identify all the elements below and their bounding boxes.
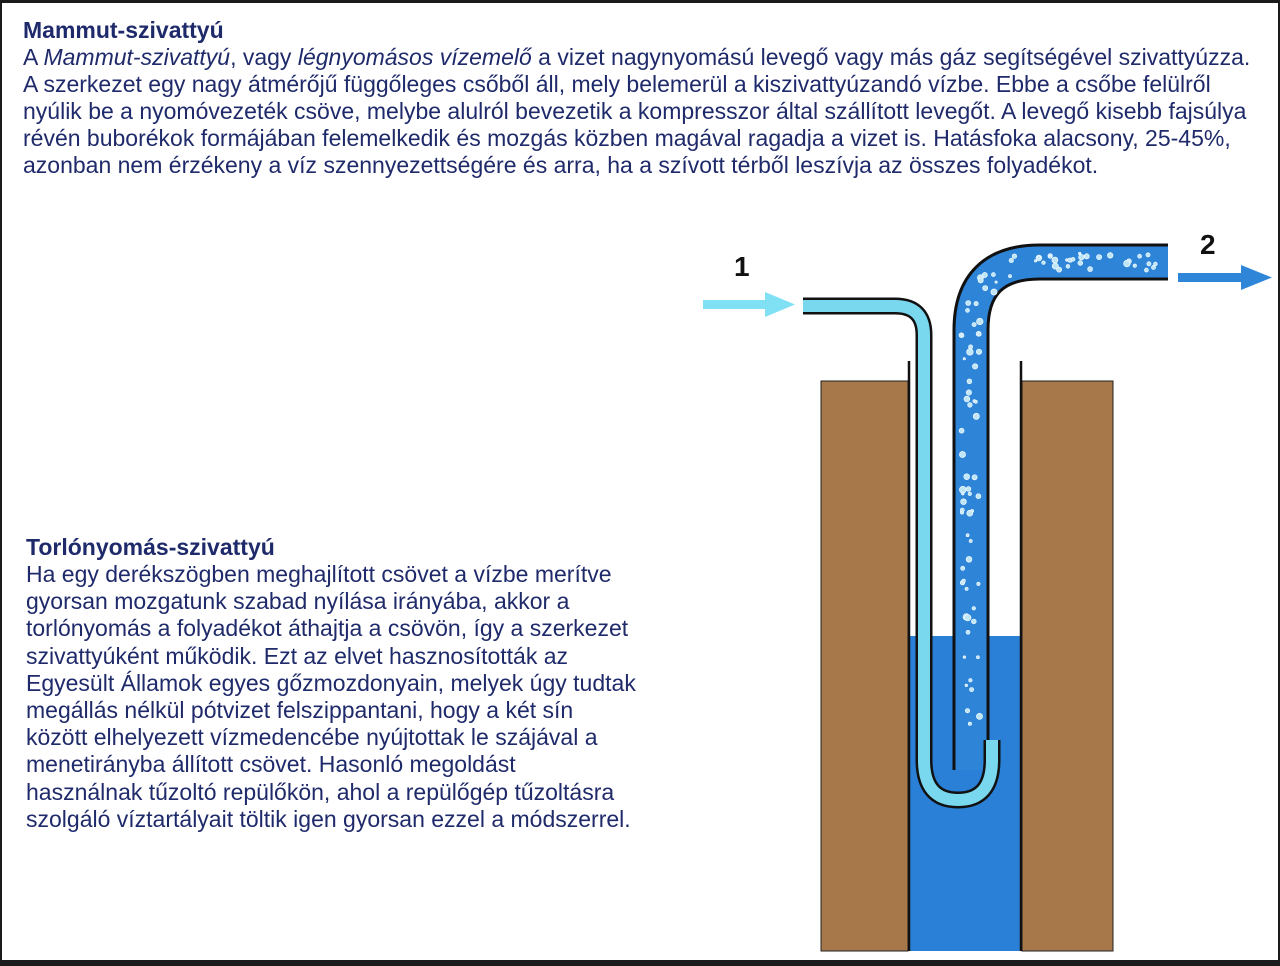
torlonyomas-description: Ha egy derékszögben meghajlított csövet a vízbe merítve gyorsan mozgatunk szabad nyílása irányába, akkor a torlónyomás a folyadékot áthajtja a csövön, így a szerkezet szivattyúként működik. Ezt az elvet hasznosították az Egyesült Államok egyes gőzmozdonyain, melyek úgy tudtak megállás nélkül pótvizet felszippantani, hogy a két sín között elhelyezett vízmedencébe nyújtottak le szájával a menetirányba állított csövet. Hasonló megoldást használnak tűzoltó repülőkön, ahol a repülőgép tűzoltásra szolgáló víztartályait töltik igen gyorsan ezzel a módszerrel.: [26, 561, 636, 832]
air-bubble: [965, 709, 969, 713]
air-bubble: [995, 281, 997, 283]
ground-left: [821, 381, 908, 951]
air-bubble: [978, 278, 983, 283]
air-bubble: [961, 334, 964, 337]
air-bubble: [1146, 253, 1150, 257]
air-bubble: [1107, 253, 1113, 259]
air-bubble: [1012, 254, 1017, 259]
air-bubble: [977, 582, 980, 585]
mammut-text-part: , vagy: [230, 44, 298, 70]
air-bubble: [1009, 258, 1013, 262]
air-bubble: [968, 722, 971, 725]
ground-right: [1022, 381, 1113, 951]
air-bubble: [959, 451, 965, 457]
mammut-title: Mammut-szivattyú: [23, 17, 224, 43]
air-bubble: [1042, 261, 1046, 265]
air-bubble: [966, 301, 971, 306]
air-bubble: [972, 323, 976, 327]
air-bubble: [1037, 256, 1040, 259]
air-bubble: [962, 579, 965, 582]
air-bubble: [1124, 260, 1131, 267]
air-bubble: [963, 656, 966, 659]
air-bubble: [1084, 254, 1089, 259]
air-bubble: [991, 273, 995, 277]
air-bubble: [965, 615, 971, 621]
air-bubble: [969, 679, 972, 682]
air-bubble: [964, 474, 970, 480]
air-bubble: [968, 403, 973, 408]
air-bubble: [966, 390, 971, 395]
air-bubble: [965, 587, 968, 590]
air-bubble: [966, 556, 972, 562]
air-bubble: [959, 428, 964, 433]
air-bubble: [1057, 267, 1062, 272]
air-bubble: [1052, 257, 1058, 263]
air-bubble: [968, 492, 972, 496]
outlet-arrow: [1178, 265, 1272, 290]
air-bubble: [965, 684, 968, 687]
air-bubble: [1088, 267, 1093, 272]
air-bubble: [973, 413, 979, 419]
mammut-text-part: A: [23, 44, 44, 70]
air-bubble: [966, 308, 970, 312]
air-bubble: [961, 499, 967, 505]
outlet-label: 2: [1200, 229, 1216, 260]
air-bubble: [1008, 275, 1011, 278]
mammut-term-italic: Mammut-szivattyú: [43, 44, 231, 70]
air-bubble: [976, 349, 981, 354]
air-bubble: [1034, 260, 1037, 263]
air-bubble: [977, 318, 984, 325]
air-bubble: [969, 345, 973, 349]
air-bubble: [974, 400, 977, 403]
air-bubble: [976, 713, 982, 719]
air-bubble: [983, 286, 988, 291]
air-bubble: [961, 566, 965, 570]
air-bubble: [972, 607, 976, 611]
air-bubble: [970, 688, 974, 692]
air-bubble: [966, 534, 969, 537]
air-bubble: [976, 656, 979, 659]
air-bubble: [963, 358, 965, 360]
air-bubble: [1049, 255, 1052, 258]
air-bubble: [1078, 261, 1083, 266]
air-bubble: [967, 379, 972, 384]
air-bubble: [966, 630, 970, 634]
air-bubble: [967, 510, 973, 516]
air-bubble: [1066, 264, 1070, 268]
mammut-text-part: a vizet nagynyomású levegő vagy más gáz segítségével szivattyúzza. A szerkezet egy nagy átmérőjű függőleges csőből áll, mely belemerül a kiszivattyúzandó vízbe. Ebbe a csőbe felülről nyúlik be a nyomóvezeték csöve, melybe alulról bevezetik a kompresszor által szállított levegőt. A levegő kisebb fajsúlya révén buborékok formájában felemelkedik és mozgás közben magával ragadja a vizet is. Hatásfoka alacsony, 25-45%, azonban nem érzékeny a víz szennyezettségére és arra, ha a szívott térből leszívja az összes folyadékot.: [23, 44, 1251, 178]
air-bubble: [969, 539, 972, 542]
air-bubble: [972, 364, 977, 369]
air-bubble: [1138, 254, 1142, 258]
air-bubble: [1154, 262, 1158, 266]
air-bubble: [972, 475, 977, 480]
air-bubble: [966, 487, 971, 492]
air-bubble: [959, 486, 966, 493]
air-bubble: [978, 333, 981, 336]
inlet-arrow: [703, 292, 795, 317]
air-bubble: [1066, 259, 1069, 262]
air-bubble: [960, 508, 964, 512]
air-bubble: [974, 301, 978, 305]
torlonyomas-title: Torlónyomás-szivattyú: [26, 534, 275, 560]
air-bubble: [1097, 255, 1102, 260]
air-bubble: [1144, 268, 1148, 272]
inlet-label: 1: [734, 251, 750, 282]
air-bubble: [1079, 254, 1085, 260]
air-bubble: [971, 619, 976, 624]
air-bubble: [1133, 264, 1137, 268]
air-bubble: [1147, 262, 1151, 266]
mammut-term-italic: légnyomásos vízemelő: [297, 44, 532, 70]
air-bubble: [976, 494, 981, 499]
air-bubble: [991, 289, 997, 295]
air-bubble: [964, 396, 970, 402]
air-bubble: [967, 349, 974, 356]
air-bubble: [1071, 257, 1075, 261]
